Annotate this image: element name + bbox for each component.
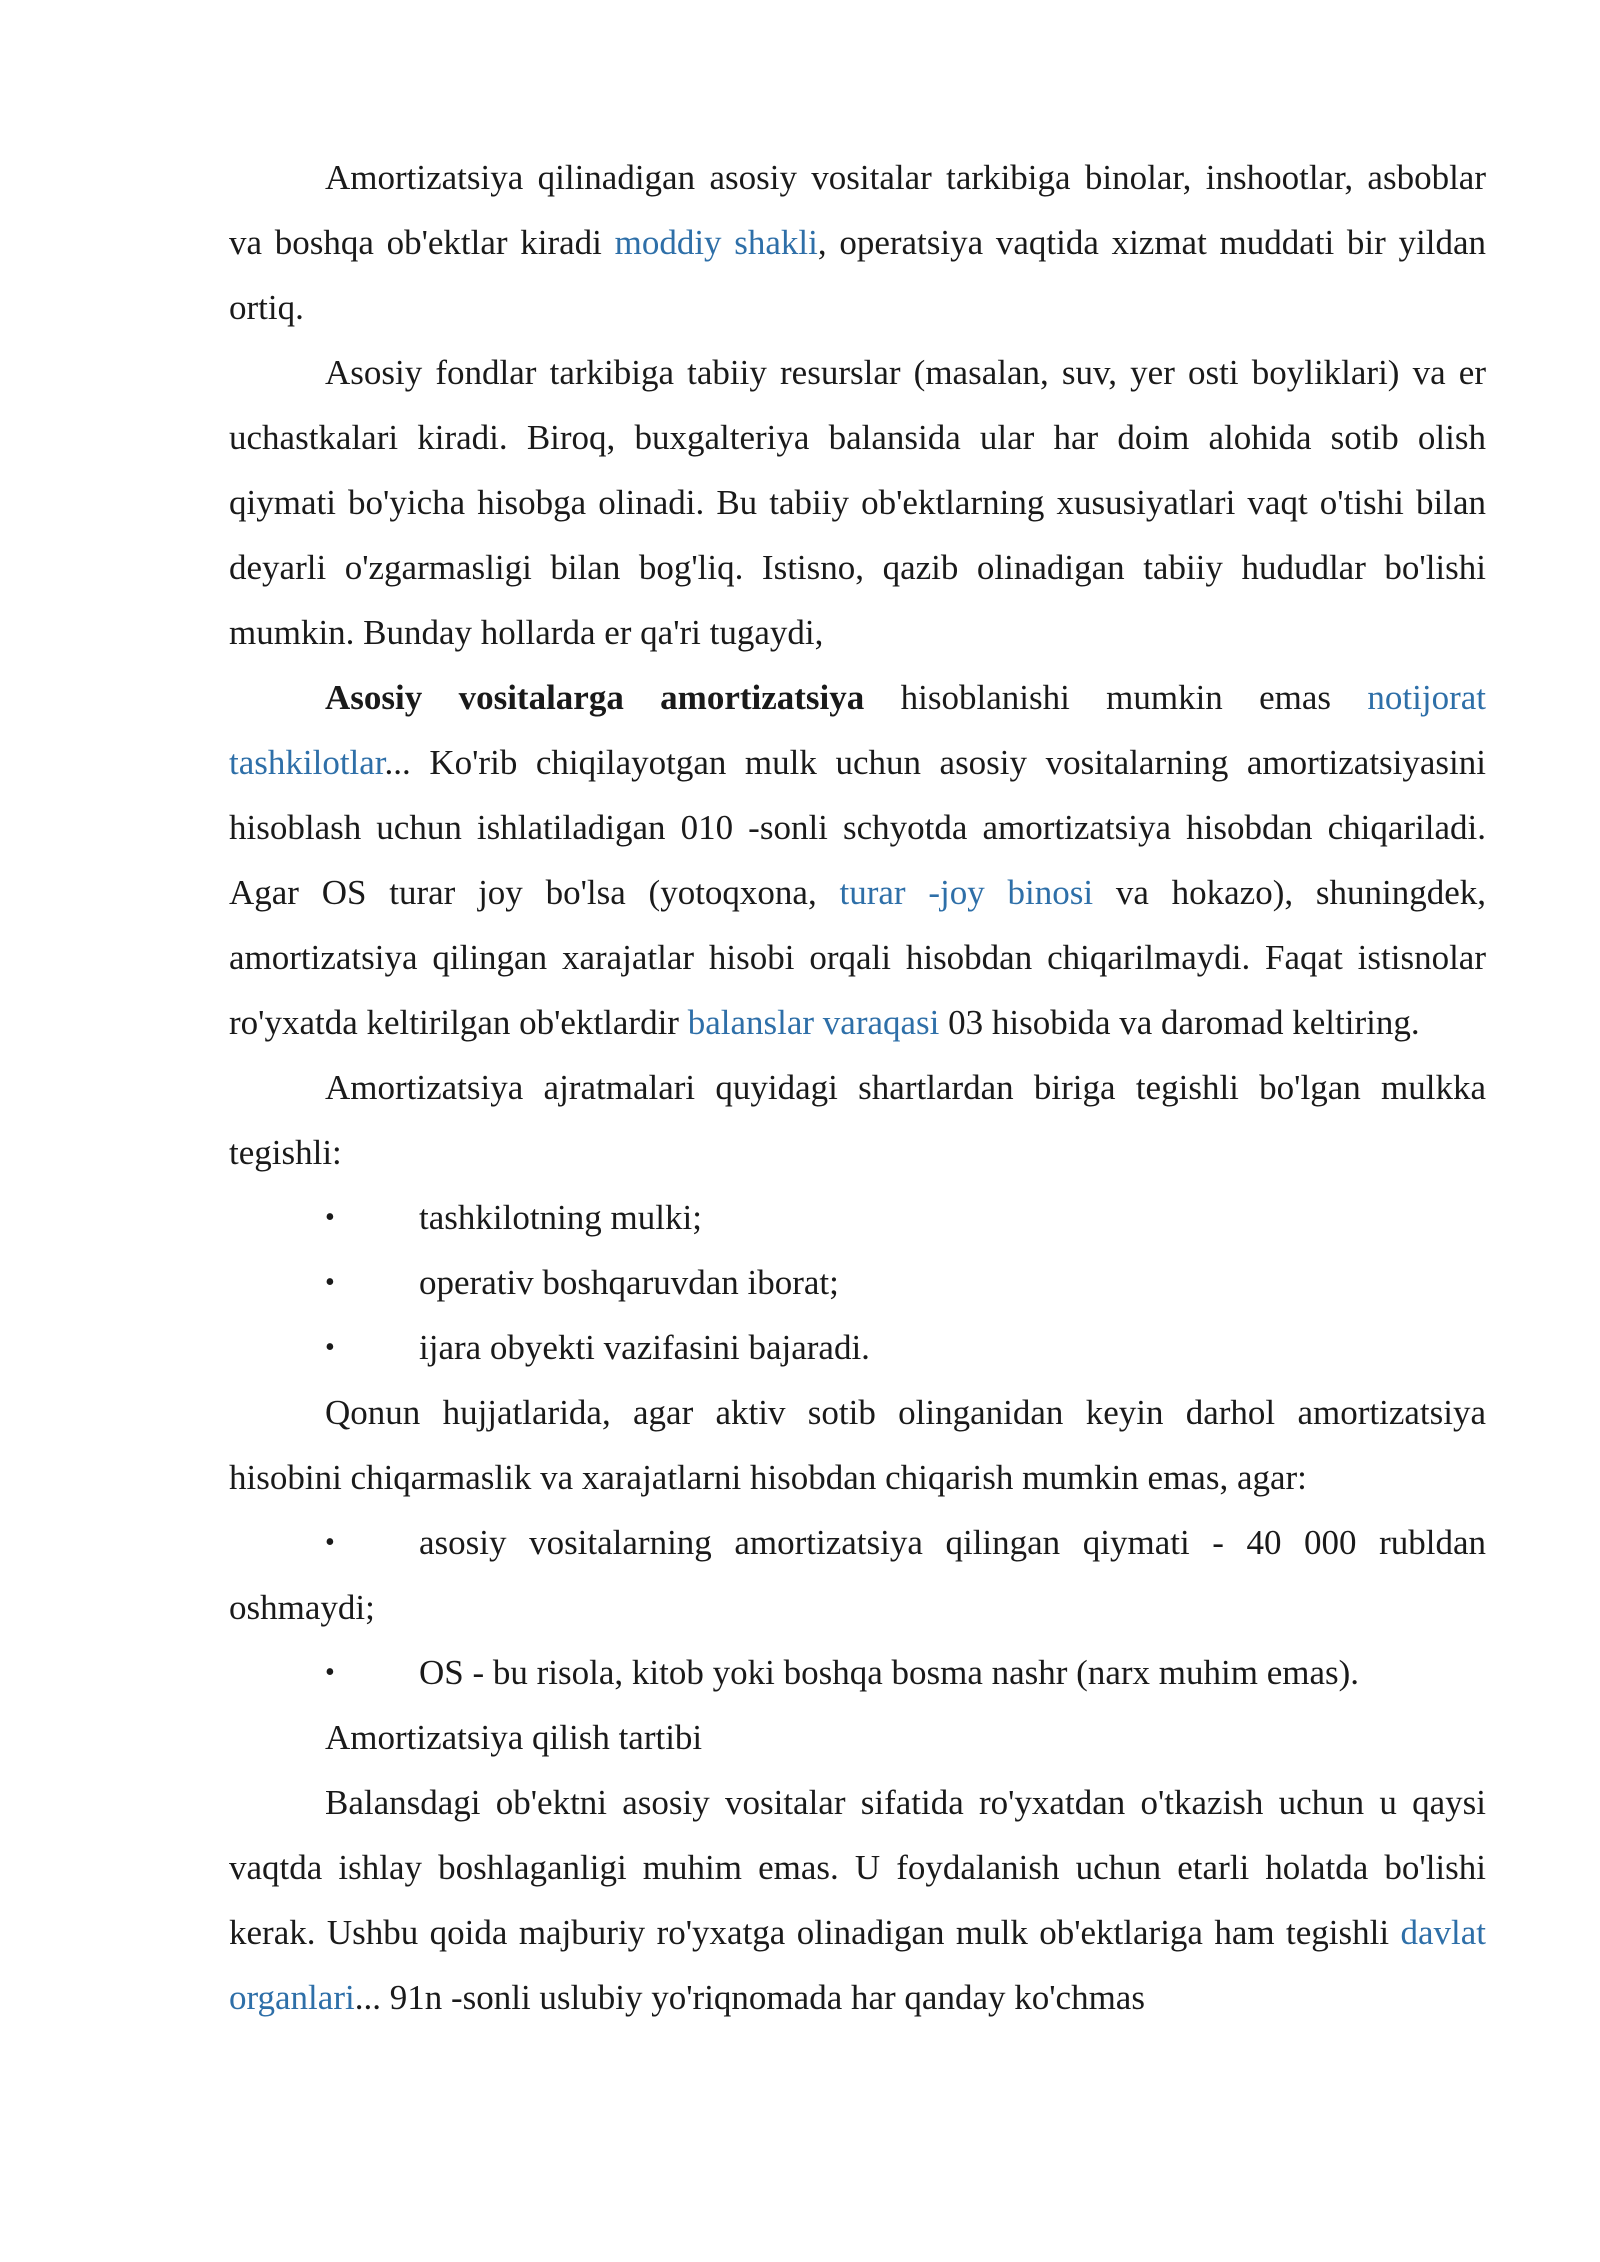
bullet-icon: •	[325, 1332, 335, 1363]
paragraph-text: Amortizatsiya qilinadigan asosiy vositalar tarkibiga binolar, inshootlar, asboblar va boshqa ob'ektlar kiradi	[229, 158, 1486, 262]
paragraph-text: ... 91n -sonli uslubiy yo'riqnomada har qanday ko'chmas	[354, 1978, 1145, 2017]
document-page	[229, 145, 1486, 2030]
paragraph-text: ... Ko'rib chiqilayotgan mulk uchun asosiy vositalarning amortizatsiyasini hisoblash uchun ishlatiladigan 010 -sonli schyotda amortizatsiya hisobdan chiqariladi. Agar OS turar joy bo'lsa (yotoqxona,	[229, 743, 1486, 912]
paragraph-text: , operatsiya vaqtida xizmat muddati bir yildan ortiq.	[229, 223, 1486, 327]
link-turar-joy-binosi[interactable]: turar -joy binosi	[839, 873, 1094, 912]
list-item	[229, 1250, 1486, 1315]
bullet-icon: •	[325, 1657, 335, 1688]
bold-phrase: Asosiy vositalarga amortizatsiya	[325, 678, 865, 717]
link-moddiy-shakli[interactable]: moddiy shakli	[614, 223, 818, 262]
paragraph-conditions-intro	[229, 1055, 1486, 1185]
link-davlat-organlari[interactable]: davlat organlari	[229, 1913, 1486, 2017]
conditions-list	[229, 1185, 1486, 1380]
list-item-text: operativ boshqaruvdan iborat;	[419, 1263, 839, 1302]
list-item	[229, 1315, 1486, 1380]
paragraph-text: hisoblanishi mumkin emas	[864, 678, 1368, 717]
list-item	[229, 1510, 1486, 1640]
bullet-icon: •	[325, 1527, 335, 1558]
exceptions-list	[229, 1510, 1486, 1705]
list-item	[229, 1640, 1486, 1705]
paragraph-text: Asosiy fondlar tarkibiga tabiiy resurslar (masalan, suv, yer osti boyliklari) va er uchastkalari kiradi. Biroq, buxgalteriya balansida ular har doim alohida sotib olish qiymati bo'yicha hisobga olinadi. Bu tabiiy ob'ektlarning xususiyatlari vaqt o'tishi bilan deyarli o'zgarmasligi bilan bog'liq. Istisno, qazib olinadigan tabiiy hududlar bo'lishi mumkin. Bunday hollarda er qa'ri tugaydi,	[229, 353, 1486, 652]
paragraph-text: va hokazo), shuningdek, amortizatsiya qilingan xarajatlar hisobi orqali hisobdan chiqarilmaydi. Faqat istisnolar ro'yxatda keltirilgan ob'ektlardir	[229, 873, 1486, 1042]
paragraph-natural-resources	[229, 340, 1486, 665]
bullet-icon: •	[325, 1267, 335, 1298]
list-item	[229, 1185, 1486, 1250]
paragraph-text: Qonun hujjatlarida, agar aktiv sotib olinganidan keyin darhol amortizatsiya hisobini chiqarmaslik va xarajatlarni hisobdan chiqarish mumkin emas, agar:	[229, 1393, 1486, 1497]
link-balanslar-varaqasi[interactable]: balanslar varaqasi	[687, 1003, 940, 1042]
paragraph-text: Amortizatsiya ajratmalari quyidagi shartlardan biriga tegishli bo'lgan mulkka tegishli:	[229, 1068, 1486, 1172]
section-heading	[229, 1705, 1486, 1770]
list-item-text: ijara obyekti vazifasini bajaradi.	[419, 1328, 870, 1367]
list-item-text: OS - bu risola, kitob yoki boshqa bosma nashr (narx muhim emas).	[419, 1653, 1360, 1692]
paragraph-text: Balansdagi ob'ektni asosiy vositalar sifatida ro'yxatdan o'tkazish uchun u qaysi vaqtda ishlay boshlaganligi muhim emas. U foydalanish uchun etarli holatda bo'lishi kerak. Ushbu qoida majburiy ro'yxatga olinadigan mulk ob'ektlariga ham tegishli	[229, 1783, 1486, 1952]
list-item-text: tashkilotning mulki;	[419, 1198, 702, 1237]
paragraph-non-depreciable	[229, 665, 1486, 1055]
paragraph-exceptions-intro	[229, 1380, 1486, 1510]
paragraph-depreciable-assets	[229, 145, 1486, 340]
link-notijorat-tashkilotlar[interactable]: notijorat tashkilotlar	[229, 678, 1486, 782]
paragraph-text: 03 hisobida va daromad keltiring.	[939, 1003, 1420, 1042]
heading-text: Amortizatsiya qilish tartibi	[325, 1718, 703, 1757]
bullet-icon: •	[325, 1202, 335, 1233]
paragraph-registration	[229, 1770, 1486, 2030]
list-item-text: asosiy vositalarning amortizatsiya qilingan qiymati - 40 000 rubldan oshmaydi;	[229, 1523, 1486, 1627]
